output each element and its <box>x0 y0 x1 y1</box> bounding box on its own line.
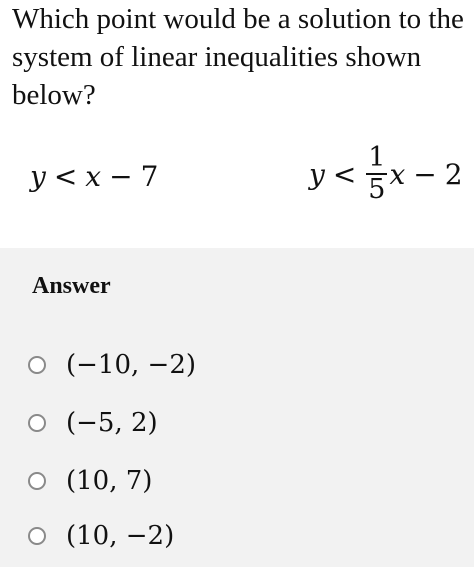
inequality-2-relation: < <box>332 157 357 191</box>
radio-button[interactable] <box>28 472 46 490</box>
inequality-2-const: 2 <box>444 157 463 191</box>
answer-option-label: (10, −2) <box>66 521 175 551</box>
inequality-2-fraction <box>366 143 387 205</box>
answer-option-4[interactable] <box>28 516 448 556</box>
answer-option-3[interactable] <box>28 461 448 501</box>
inequality-1-var: x <box>85 160 102 193</box>
radio-button[interactable] <box>28 527 46 545</box>
answer-option-label: (10, 7) <box>66 466 153 496</box>
inequality-2 <box>309 142 463 206</box>
inequality-1-relation: < <box>53 160 78 193</box>
inequality-1 <box>30 160 158 193</box>
inequality-2-var: x <box>389 157 406 191</box>
inequality-2-lhs: y <box>309 157 325 191</box>
answer-option-label: (−5, 2) <box>66 408 158 438</box>
fraction-numerator: 1 <box>368 142 386 173</box>
radio-button[interactable] <box>28 414 46 432</box>
inequality-1-lhs: y <box>30 160 46 193</box>
fraction-denominator: 5 <box>368 174 386 205</box>
inequality-1-const: 7 <box>140 160 159 193</box>
inequality-2-minus: − <box>413 157 437 191</box>
answer-option-1[interactable] <box>28 345 448 385</box>
question-text: Which point would be a solution to the system of linear inequalities shown below? <box>12 3 464 111</box>
answer-option-label: (−10, −2) <box>66 350 197 380</box>
answer-panel <box>0 248 474 567</box>
answer-option-2[interactable] <box>28 403 448 443</box>
inequality-1-minus: − <box>109 160 133 193</box>
answer-title: Answer <box>32 273 111 299</box>
radio-button[interactable] <box>28 356 46 374</box>
